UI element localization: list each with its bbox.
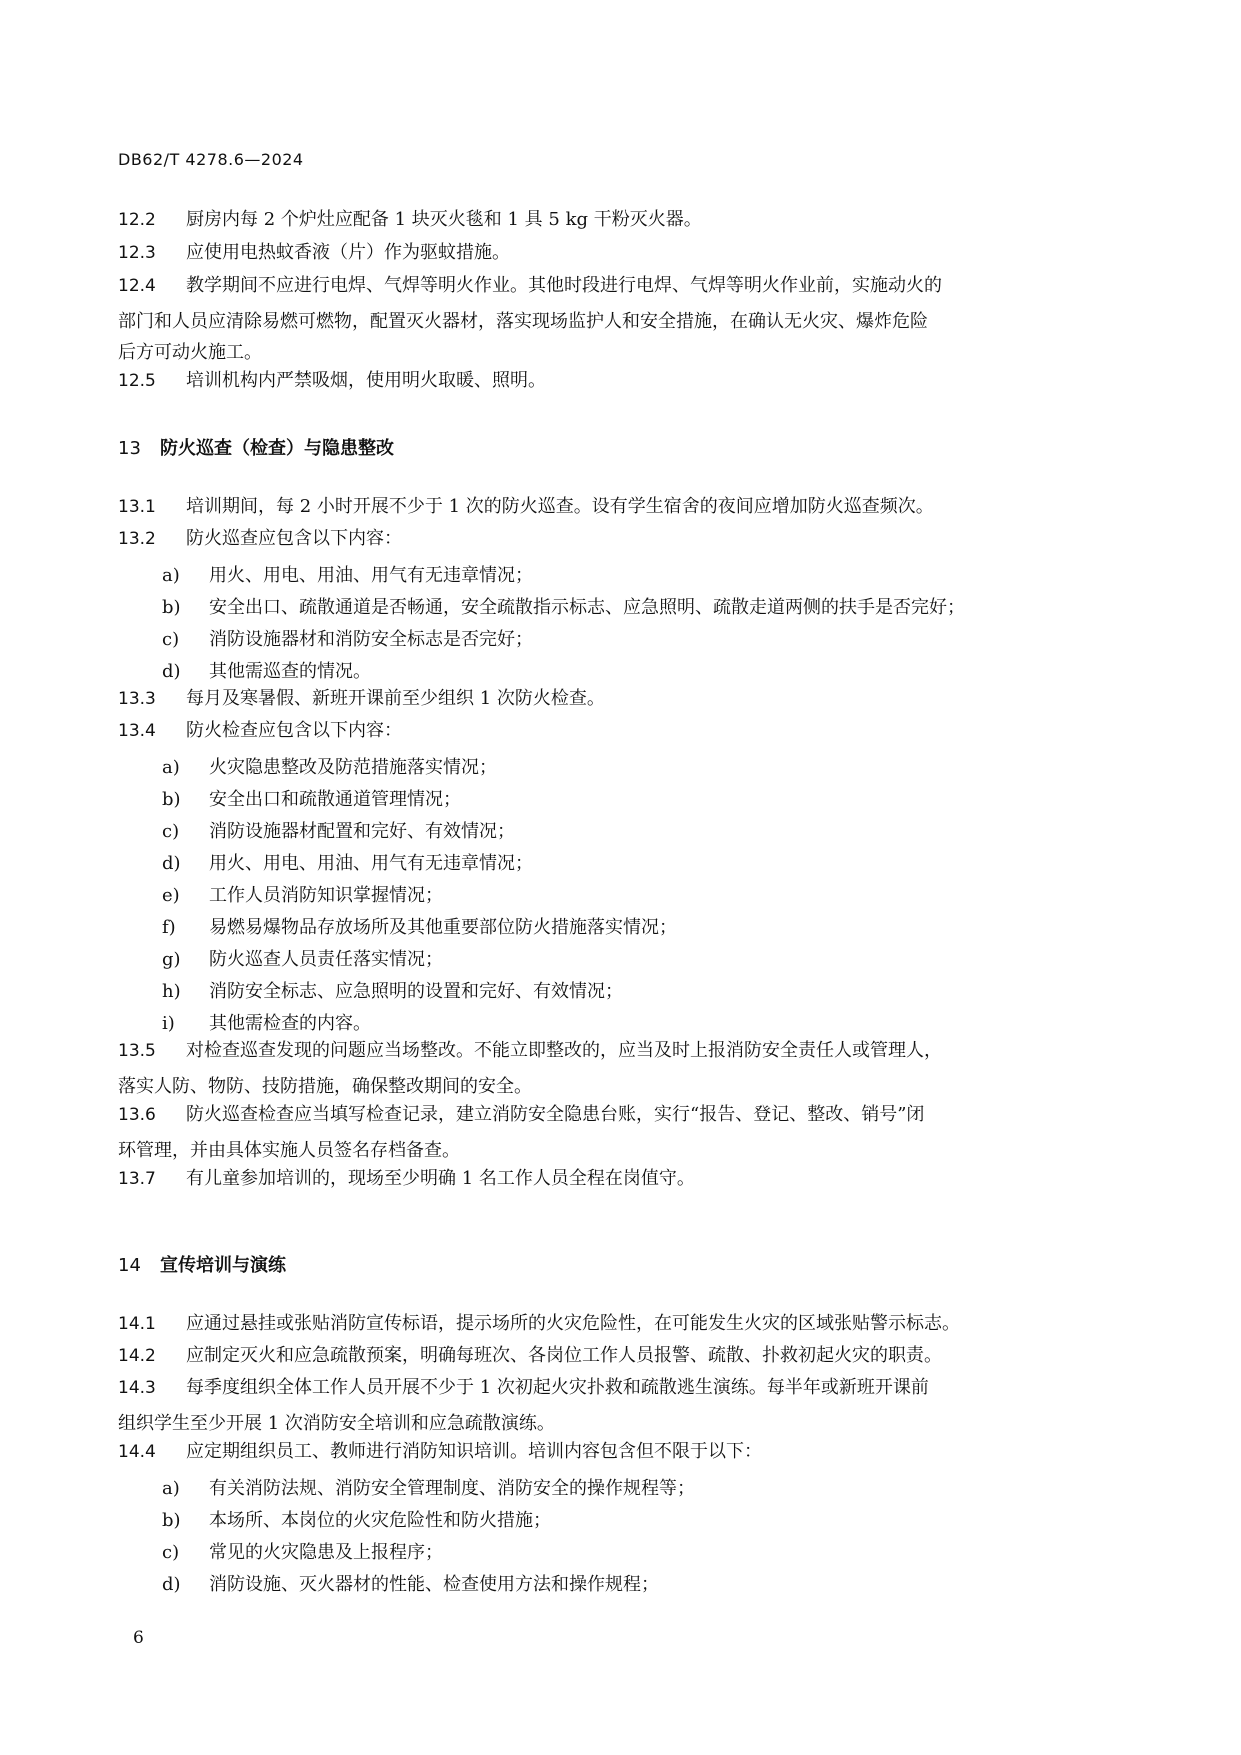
list-item [162,913,677,939]
list-text: 消防设施、灭火器材的性能、检查使用方法和操作规程； [209,1574,659,1595]
clause-12-4-line3: 后方可动火施工。 [118,342,262,363]
list-item [162,1538,443,1564]
clause-number: 13.5 [118,1041,156,1061]
section-title: 宣传培训与演练 [160,1255,286,1276]
clause-13-3 [118,689,1128,709]
page-number: 6 [133,1628,144,1648]
list-label: b) [162,789,181,810]
list-label: i) [162,1013,175,1034]
list-text: 用火、用电、用油、用气有无违章情况； [209,853,533,874]
list-label: a) [162,1478,180,1499]
list-text: 防火巡查人员责任落实情况； [209,949,443,970]
clause-text: 应制定灭火和应急疏散预案，明确每班次、各岗位工作人员报警、疏散、扑救初起火灾的职责。 [186,1345,942,1366]
list-item [162,1506,551,1532]
list-label: h) [162,981,181,1002]
list-text: 安全出口和疏散通道管理情况； [209,789,461,810]
list-text: 用火、用电、用油、用气有无违章情况； [209,565,533,586]
section-14-heading [118,1251,286,1277]
clause-text: 培训期间，每 2 小时开展不少于 1 次的防火巡查。设有学生宿舍的夜间应增加防火巡查频次。 [186,496,934,517]
clause-number: 13.4 [118,721,156,741]
list-label: d) [162,661,181,682]
clause-number: 13.2 [118,529,156,549]
clause-text: 应使用电热蚊香液（片）作为驱蚊措施。 [186,242,510,263]
list-label: c) [162,1542,180,1563]
list-text: 消防设施器材和消防安全标志是否完好； [209,629,533,650]
section-title: 防火巡查（检查）与隐患整改 [160,438,394,459]
clause-12-3 [118,243,1128,263]
list-label: a) [162,565,180,586]
list-text: 有关消防法规、消防安全管理制度、消防安全的操作规程等； [209,1478,695,1499]
list-item [162,625,533,651]
clause-13-7 [118,1169,1128,1189]
list-text: 消防安全标志、应急照明的设置和完好、有效情况； [209,981,623,1002]
clause-14-3 [118,1378,1128,1398]
clause-13-2 [118,529,1128,549]
section-number: 14 [118,1255,141,1276]
clause-number: 14.1 [118,1314,156,1334]
list-label: d) [162,853,181,874]
clause-text: 对检查巡查发现的问题应当场整改。不能立即整改的，应当及时上报消防安全责任人或管理人， [186,1040,942,1061]
clause-text: 教学期间不应进行电焊、气焊等明火作业。其他时段进行电焊、气焊等明火作业前，实施动火的 [186,275,942,296]
clause-14-1 [118,1314,1128,1334]
list-item [162,881,443,907]
list-item [162,1570,659,1596]
clause-13-6-line2: 环管理，并由具体实施人员签名存档备查。 [118,1140,460,1161]
list-text: 火灾隐患整改及防范措施落实情况； [209,757,497,778]
clause-number: 13.7 [118,1169,156,1189]
clause-text: 应通过悬挂或张贴消防宣传标语，提示场所的火灾危险性，在可能发生火灾的区域张贴警示标志。 [186,1313,960,1334]
clause-12-2 [118,210,1128,230]
list-label: d) [162,1574,181,1595]
list-text: 本场所、本岗位的火灾危险性和防火措施； [209,1510,551,1531]
clause-number: 12.4 [118,276,156,296]
clause-number: 12.5 [118,371,156,391]
list-label: a) [162,757,180,778]
clause-13-1 [118,497,1128,517]
clause-text: 防火检查应包含以下内容： [186,720,402,741]
list-item [162,977,623,1003]
clause-14-2 [118,1346,1128,1366]
list-item [162,945,443,971]
list-text: 消防设施器材配置和完好、有效情况； [209,821,515,842]
clause-13-5 [118,1041,1128,1061]
list-label: b) [162,1510,181,1531]
clause-13-6 [118,1105,1128,1125]
clause-text: 培训机构内严禁吸烟，使用明火取暖、照明。 [186,370,546,391]
section-number: 13 [118,438,141,459]
list-label: g) [162,949,181,970]
clause-number: 12.2 [118,210,156,230]
list-item [162,1474,695,1500]
clause-text: 应定期组织员工、教师进行消防知识培训。培训内容包含但不限于以下： [186,1441,762,1462]
list-item [162,657,371,683]
clause-text: 每季度组织全体工作人员开展不少于 1 次初起火灾扑救和疏散逃生演练。每半年或新班开课前 [186,1377,929,1398]
clause-text: 防火巡查检查应当填写检查记录，建立消防安全隐患台账，实行“报告、登记、整改、销号”闭 [186,1104,925,1125]
clause-number: 13.3 [118,689,156,709]
list-item [162,561,533,587]
clause-13-4 [118,721,1128,741]
list-item [162,817,515,843]
clause-text: 有儿童参加培训的，现场至少明确 1 名工作人员全程在岗值守。 [186,1168,695,1189]
clause-text: 每月及寒暑假、新班开课前至少组织 1 次防火检查。 [186,688,605,709]
list-label: c) [162,629,180,650]
document-code-header: DB62/T 4278.6—2024 [118,150,304,169]
list-text: 其他需检查的内容。 [209,1013,371,1034]
list-item [162,753,497,779]
list-label: f) [162,917,176,938]
list-text: 常见的火灾隐患及上报程序； [209,1542,443,1563]
section-13-heading [118,434,394,460]
list-label: c) [162,821,180,842]
clause-number: 12.3 [118,243,156,263]
clause-12-4-line2: 部门和人员应清除易燃可燃物，配置灭火器材，落实现场监护人和安全措施，在确认无火灾、爆炸危险 [118,311,928,332]
list-item [162,1009,371,1035]
clause-number: 14.2 [118,1346,156,1366]
list-label: b) [162,597,181,618]
clause-number: 14.4 [118,1442,156,1462]
clause-12-4 [118,276,1128,296]
clause-13-5-line2: 落实人防、物防、技防措施，确保整改期间的安全。 [118,1076,532,1097]
list-item [162,785,461,811]
clause-12-5 [118,371,1128,391]
list-text: 易燃易爆物品存放场所及其他重要部位防火措施落实情况； [209,917,677,938]
list-text: 安全出口、疏散通道是否畅通，安全疏散指示标志、应急照明、疏散走道两侧的扶手是否完好； [209,597,965,618]
list-item [162,593,965,619]
list-text: 其他需巡查的情况。 [209,661,371,682]
clause-number: 13.1 [118,497,156,517]
list-label: e) [162,885,180,906]
list-item [162,849,533,875]
clause-text: 防火巡查应包含以下内容： [186,528,402,549]
clause-number: 13.6 [118,1105,156,1125]
clause-text: 厨房内每 2 个炉灶应配备 1 块灭火毯和 1 具 5 kg 干粉灭火器。 [186,209,702,230]
clause-14-4 [118,1442,1128,1462]
list-text: 工作人员消防知识掌握情况； [209,885,443,906]
clause-14-3-line2: 组织学生至少开展 1 次消防安全培训和应急疏散演练。 [118,1413,555,1434]
clause-number: 14.3 [118,1378,156,1398]
